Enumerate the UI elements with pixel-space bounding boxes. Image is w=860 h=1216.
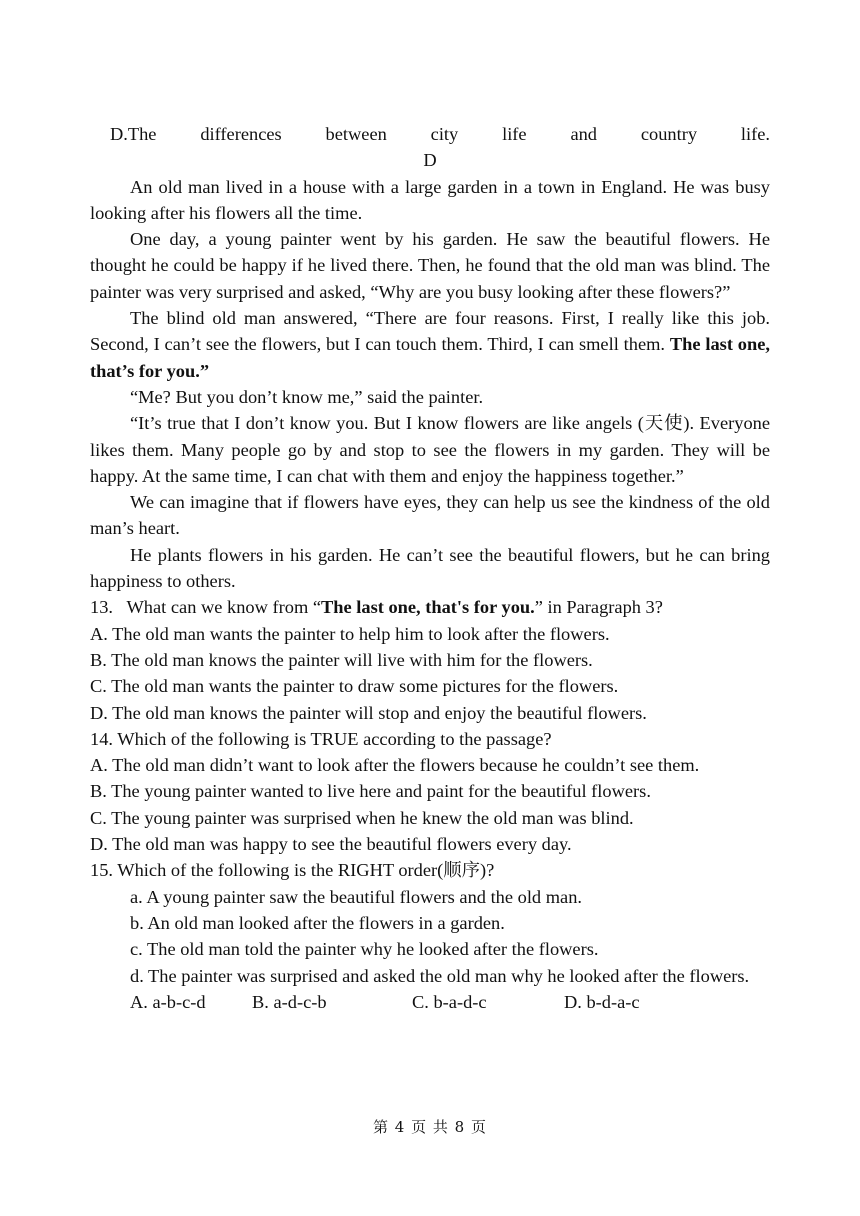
choice-c: C. b-a-d-c xyxy=(412,991,487,1012)
question-15-choices xyxy=(90,989,770,1015)
choice-b: B. a-d-c-b xyxy=(252,991,327,1012)
choice-d: D. b-d-a-c xyxy=(564,991,640,1012)
passage-paragraph-5: “It’s true that I don’t know you. But I know flowers are like angels (天使). Everyone likes them. Many people go by and stop to see the flowers in my garden. They will be happy. At the same time, I can chat with them and enjoy the happiness together.” xyxy=(90,413,770,486)
page-footer: 第 4 页 共 8 页 xyxy=(373,1118,487,1136)
question-14-option-c: C. The young painter was surprised when he knew the old man was blind. xyxy=(90,807,634,828)
question-14-option-b: B. The young painter wanted to live here and paint for the beautiful flowers. xyxy=(90,781,651,802)
passage-paragraph-1: An old man lived in a house with a large garden in a town in England. He was busy looking after his flowers all the time. xyxy=(90,176,770,223)
paragraph-3-bold-text: The last one, that’s for you.” xyxy=(90,334,770,381)
question-15-event-b: b. An old man looked after the flowers in a garden. xyxy=(130,912,505,933)
option-word: differences xyxy=(200,124,282,144)
question-13 xyxy=(90,594,770,725)
stem-text: 13. What can we know from “ xyxy=(90,597,322,618)
question-15-event-a: a. A young painter saw the beautiful flowers and the old man. xyxy=(130,886,582,907)
question-13-option-a: A. The old man wants the painter to help him to look after the flowers. xyxy=(90,623,610,644)
option-word: between xyxy=(325,124,387,144)
choice-a: A. a-b-c-d xyxy=(130,991,206,1012)
option-word: life. xyxy=(740,124,770,144)
question-14-option-d: D. The old man was happy to see the beautiful flowers every day. xyxy=(90,834,572,855)
question-13-option-b: B. The old man knows the painter will live with him for the flowers. xyxy=(90,649,593,670)
question-14-option-a: A. The old man didn’t want to look after the flowers because he couldn’t see them. xyxy=(90,755,700,776)
question-15-event-c: c. The old man told the painter why he looked after the flowers. xyxy=(130,939,599,960)
option-word: D.The xyxy=(110,124,157,144)
paragraph-3-text: The blind old man answered, “There are four reasons. First, I really like this job. Second, I can’t see the flowers, but I can touch them. Third, I can smell them. xyxy=(90,308,770,355)
previous-option-d xyxy=(90,121,770,147)
question-13-option-d: D. The old man knows the painter will stop and enjoy the beautiful flowers. xyxy=(90,702,647,723)
question-14 xyxy=(90,726,770,857)
option-word: life xyxy=(502,124,527,144)
page-content xyxy=(90,121,770,1015)
option-word: and xyxy=(570,124,597,144)
passage-paragraph-4: “Me? But you don’t know me,” said the painter. xyxy=(130,386,484,407)
option-word: city xyxy=(430,124,459,144)
question-13-option-c: C. The old man wants the painter to draw some pictures for the flowers. xyxy=(90,676,619,697)
question-15-stem: 15. Which of the following is the RIGHT order(顺序)? xyxy=(90,860,495,881)
passage-paragraph-6: We can imagine that if flowers have eyes, they can help us see the kindness of the old man’s heart. xyxy=(90,492,770,539)
passage-paragraph-3 xyxy=(90,305,770,384)
section-label: D xyxy=(423,150,437,171)
passage-paragraph-2: One day, a young painter went by his garden. He saw the beautiful flowers. He thought he could be happy if he lived there. Then, he found that the old man was blind. The painter was very surprised and asked, “Why are you busy looking after these flowers?” xyxy=(90,229,770,302)
question-13-stem xyxy=(90,594,770,620)
question-14-stem: 14. Which of the following is TRUE according to the passage? xyxy=(90,728,552,749)
passage-paragraph-7: He plants flowers in his garden. He can’t see the beautiful flowers, but he can bring happiness to others. xyxy=(90,544,770,592)
stem-text: ” in Paragraph 3? xyxy=(534,597,663,618)
question-15-event-d: d. The painter was surprised and asked the old man why he looked after the flowers. xyxy=(130,965,750,986)
question-15 xyxy=(90,857,770,1015)
option-word: country xyxy=(640,124,698,144)
stem-bold-quote: The last one, that's for you. xyxy=(321,597,535,618)
